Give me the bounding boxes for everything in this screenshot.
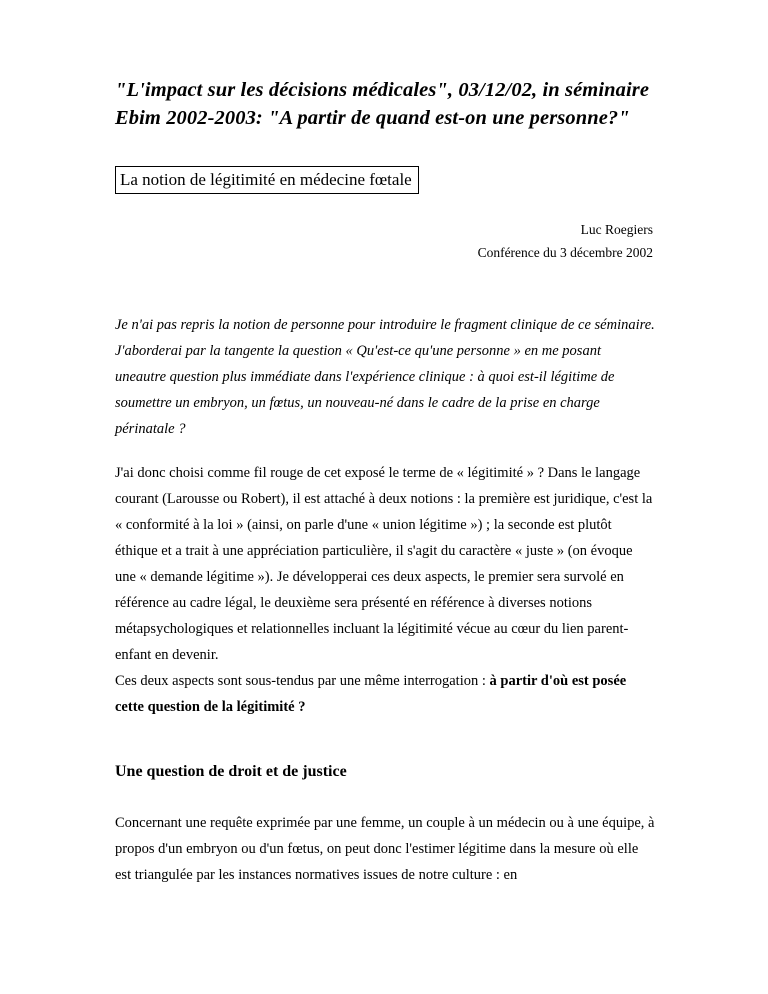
boxed-heading: La notion de légitimité en médecine fœtale <box>115 166 419 194</box>
author-name: Luc Roegiers <box>580 222 653 237</box>
section-heading: Une question de droit et de justice <box>115 763 347 780</box>
body-paragraph-3: Concernant une requête exprimée par une femme, un couple à un médecin ou à une équipe, à propos d'un embryon ou d'un fœtus, on peut donc l'estimer légitime dans la mesure où elle est triangulée par les instances normatives issues de notre culture : en <box>115 815 655 883</box>
conference-date: Conférence du 3 décembre 2002 <box>477 245 653 260</box>
body-paragraph-2 <box>115 668 655 720</box>
intro-paragraph: Je n'ai pas repris la notion de personne pour introduire le fragment clinique de ce séminaire. J'aborderai par la tangente la question « Qu'est-ce qu'une personne » en me posant uneautre question plus immédiate dans l'expérience clinique : à quoi est-il légitime de soumettre un embryon, un fœtus, un nouveau-né dans le cadre de la prise en charge périnatale ? <box>115 317 655 437</box>
byline <box>115 218 653 264</box>
paragraph2-bold-text: à partir d'où est posée cette question de la légitimité ? <box>115 673 627 715</box>
paragraph2-regular-text: Ces deux aspects sont sous-tendus par une même interrogation : <box>115 673 490 689</box>
boxed-heading-row <box>115 166 655 194</box>
body-paragraph-1: J'ai donc choisi comme fil rouge de cet exposé le terme de « légitimité » ? Dans le langage courant (Larousse ou Robert), il est attaché à deux notions : la première est juridique, c'est la « conformité à la loi » (ainsi, on parle d'une « union légitime ») ; la seconde est plutôt éthique et a trait à une appréciation particulière, il s'agit du caractère « juste » (on évoque une « demande légitime »). Je développerai ces deux aspects, le premier sera survolé en référence au cadre légal, le deuxième sera présenté en référence à diverses notions métapsychologiques et relationnelles incluant la légitimité vécue au cœur du lien parent-enfant en devenir. <box>115 465 653 663</box>
document-title: "L'impact sur les décisions médicales", 03/12/02, in séminaire Ebim 2002-2003: "A partir de quand est-on une personne?" <box>115 79 650 129</box>
document-content <box>115 76 655 888</box>
